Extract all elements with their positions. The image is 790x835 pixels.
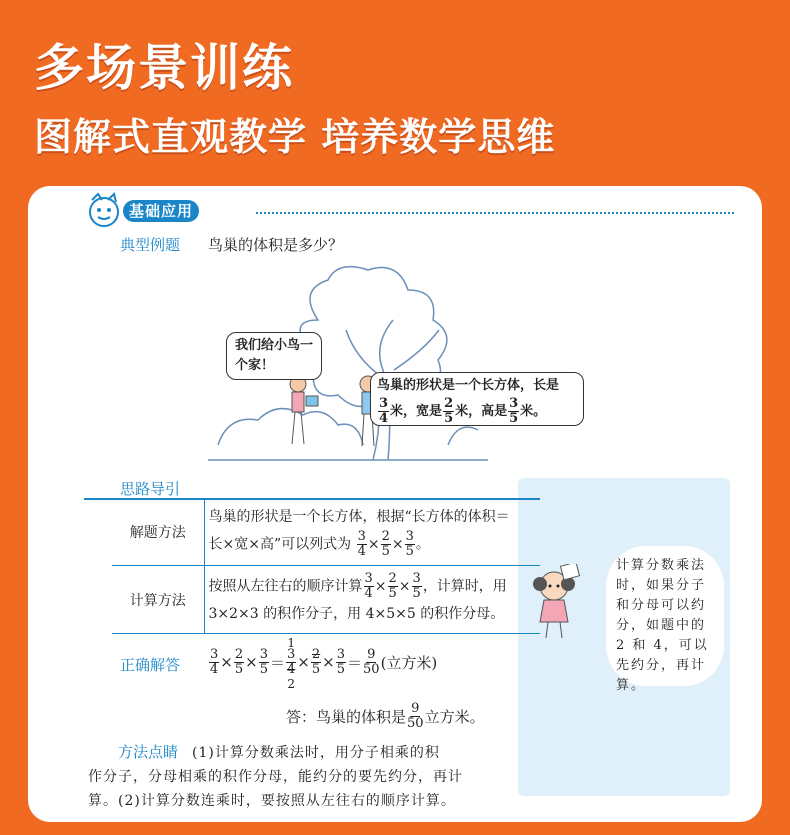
method-label: 方法点睛 xyxy=(118,743,179,761)
content-card xyxy=(28,186,762,822)
final-answer: 答：鸟巢的体积是 $\frac{9}{50}$ 立方米。 xyxy=(286,701,485,731)
mascot-icon xyxy=(82,190,126,230)
page-title: 多场景训练 xyxy=(34,39,294,97)
answer-equation: $\frac{3}{4}$ × $\frac{2}{5}$ × $\frac{3}{5}$ ＝ 1 $\frac{3}{4}$ 2 × $\frac{2}{5}$ × $\frac{3}{5}$ ＝ $\frac{9}{50}$ (立方米) xyxy=(210,635,438,691)
fraction-width: $\frac{2}{5}$ xyxy=(444,396,454,426)
table-row xyxy=(112,566,540,634)
tip-bubble: 计算分数乘法时，如果分子和分母可以约分，如题中的 2 和 4，可以先约分，再计算。 xyxy=(606,546,724,686)
answer-label: 正确解答 xyxy=(120,656,181,674)
page-subtitle: 图解式直观教学 培养数学思维 xyxy=(34,115,556,159)
section-badge: 基础应用 xyxy=(123,200,199,222)
fraction-height: $\frac{3}{5}$ xyxy=(509,396,519,426)
speech-bubble-left: 我们给小鸟一个家！ xyxy=(226,332,322,380)
bubble-text-mid2: 米，高是 xyxy=(455,404,508,419)
bubble-text-prefix: 鸟巢的形状是一个长方体，长是 xyxy=(377,378,560,393)
row-value: 鸟巢的形状是一个长方体，根据“长方体的体积＝ 长×宽×高”可以列式为 $\frac{3}{4}$ × $\frac{2}{5}$ × $\frac{3}{5}$ 。 xyxy=(208,509,510,559)
example-label: 典型例题 xyxy=(120,236,181,254)
section-divider xyxy=(256,212,734,214)
bubble-text-suffix: 米。 xyxy=(520,404,547,419)
table-row xyxy=(112,498,540,566)
row-key: 计算方法 xyxy=(112,566,204,634)
speech-bubble-right xyxy=(370,372,584,426)
guide-table xyxy=(112,498,540,634)
question-text: 鸟巢的体积是多少？ xyxy=(208,236,344,254)
fraction-length: $\frac{3}{4}$ xyxy=(379,396,389,426)
bubble-text-mid1: 米，宽是 xyxy=(390,404,443,419)
guide-title: 思路导引 xyxy=(120,480,181,498)
row-key: 解题方法 xyxy=(112,498,204,566)
row-value: 按照从左往右的顺序计算 $\frac{3}{4}$ × $\frac{2}{5}$ × $\frac{3}{5}$ ，计算时，用 3×2×3 的积作分子，用 4×5×5 的积作分母。 xyxy=(208,571,507,622)
method-block: 方法点睛 (1)计算分数乘法时，用分子相乘的积 作分子，分母相乘的积作分母，能约分的要先约分，再计 算。(2)计算分数连乘时，要按照从左往右的顺序计算。 xyxy=(88,743,463,809)
